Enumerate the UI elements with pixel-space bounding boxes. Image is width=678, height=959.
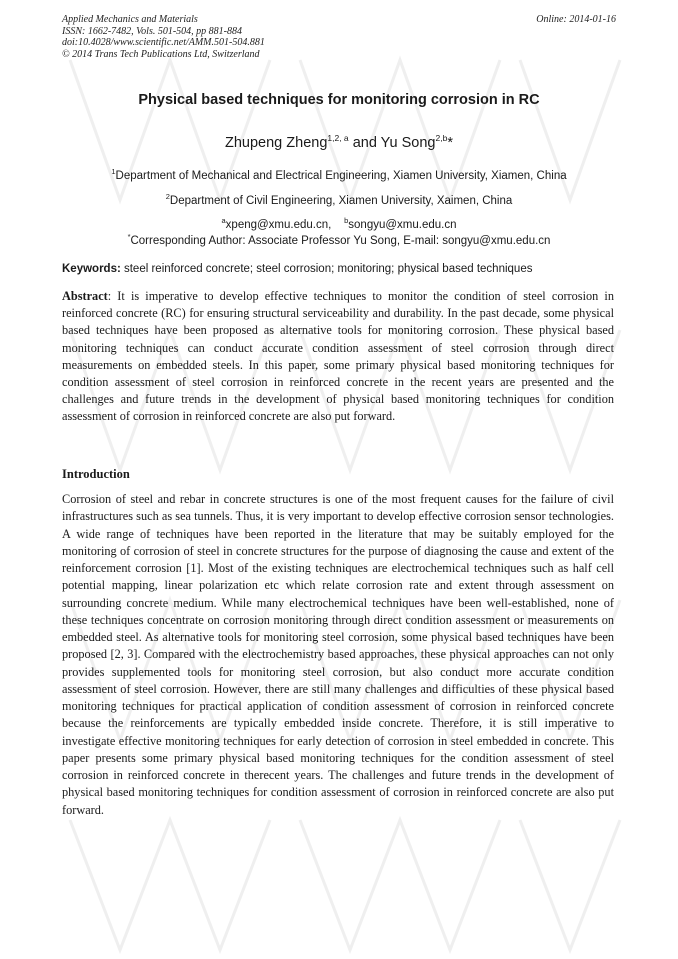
keywords-text: steel reinforced concrete; steel corrosion; monitoring; physical based techniques	[120, 263, 533, 275]
email-line	[62, 216, 616, 231]
email-superscript: b	[344, 216, 349, 225]
keywords-label: Keywords:	[62, 263, 121, 275]
affiliation-text: Department of Civil Engineering, Xiamen University, Xaimen, China	[169, 194, 513, 207]
author-superscript: 2,b	[435, 133, 448, 143]
email-link[interactable]: songyu@xmu.edu.cn	[348, 218, 457, 231]
affiliation-superscript: 1	[111, 167, 116, 176]
issn-line: ISSN: 1662-7482, Vols. 501-504, pp 881-884	[62, 25, 242, 37]
online-date: Online: 2014-01-16	[536, 14, 616, 25]
email-superscript: a	[221, 216, 226, 225]
email-link[interactable]: xpeng@xmu.edu.cn,	[225, 218, 332, 231]
affiliation-1	[62, 167, 616, 182]
copyright-line: © 2014 Trans Tech Publications Ltd, Switzerland	[62, 48, 260, 60]
journal-name: Applied Mechanics and Materials	[62, 14, 198, 25]
abstract-label: Abstract	[62, 289, 108, 303]
author-line	[62, 133, 616, 151]
paper-title: Physical based techniques for monitoring corrosion in RC	[138, 92, 540, 108]
abstract-paragraph	[62, 288, 614, 426]
journal-header	[62, 14, 265, 60]
affiliation-text: Department of Mechanical and Electrical Engineering, Xiamen University, Xiamen, China	[115, 169, 567, 182]
corresponding-star: *	[447, 134, 453, 151]
abstract-text: : It is imperative to develop effective techniques to monitor the condition of steel corrosion in reinforced concrete (RC) for ensuring structural serviceability and durability. In the past decade, some physical based techniques have been proposed as alternative tools for monitoring corrosion. These physical based monitoring techniques can conduct accurate condition assessment of steel corrosion through direct measurements on embedded steels. In this paper, some primary physical based monitoring techniques for condition assessment of steel corrosion in reinforced concrete in the recent years are presented and the challenges and future trends in the development of physical based monitoring techniques for condition assessment of corrosion in reinforced concrete are also put forward.	[62, 289, 614, 424]
corresponding-text: Corresponding Author: Associate Professor Yu Song, E-mail: songyu@xmu.edu.cn	[130, 234, 551, 247]
keywords-line	[62, 263, 616, 275]
author-conjunction: and	[348, 134, 381, 151]
corresponding-author	[62, 232, 616, 247]
affiliation-superscript: 2	[165, 192, 170, 201]
affiliation-2	[62, 192, 616, 207]
author-name: Yu Song	[380, 134, 436, 151]
author-name: Zhupeng Zheng	[225, 134, 328, 151]
doi-line: doi:10.4028/www.scientific.net/AMM.501-504.881	[62, 37, 265, 48]
corresponding-superscript: *	[127, 232, 131, 241]
introduction-paragraph: Corrosion of steel and rebar in concrete structures is one of the most frequent causes for the failure of civil infrastructures such as sea tunnels. Thus, it is very important to develop effective corrosion sensor technologies. A wide range of techniques have been reported in the literature that may be suitably employed for the monitoring of corrosion of steel in concrete structures for the purpose of diagnosing the cause and extent of the reinforcement corrosion [1]. Most of the existing techniques are electrochemical techniques such as half cell potential mapping, linear polarization etc which relate corrosion rate and extent through assessment on surrounding concrete medium. While many electrochemical techniques have been well-established, none of these techniques concentrate on corrosion monitoring through direct condition assessment or measurements on embedded steel. As alternative tools for monitoring steel corrosion, some physical based techniques have been proposed [2, 3]. Compared with the electrochemistry based approaches, these physical approaches can not only provides supplemented tools for monitoring steel corrosion, but also conduct more accurate condition assessment of steel corrosion. However, there are still many challenges and difficulties of these physical based monitoring techniques for practical application of condition assessment of corrosion in reinforced concrete because the reinforcements are typically embedded inside concrete. Therefore, it is still imperative to investigate effective monitoring techniques for early detection of corrosion in steel embedded in concrete. This paper presents some primary physical based monitoring techniques for the condition assessment of steel corrosion in reinforced concrete in therecent years. The challenges and future trends in the development of physical based monitoring techniques for condition assessment of corrosion in reinforced concrete are also put forward.	[62, 492, 614, 817]
author-superscript: 1,2, a	[327, 133, 349, 143]
section-heading-introduction: Introduction	[62, 467, 130, 481]
